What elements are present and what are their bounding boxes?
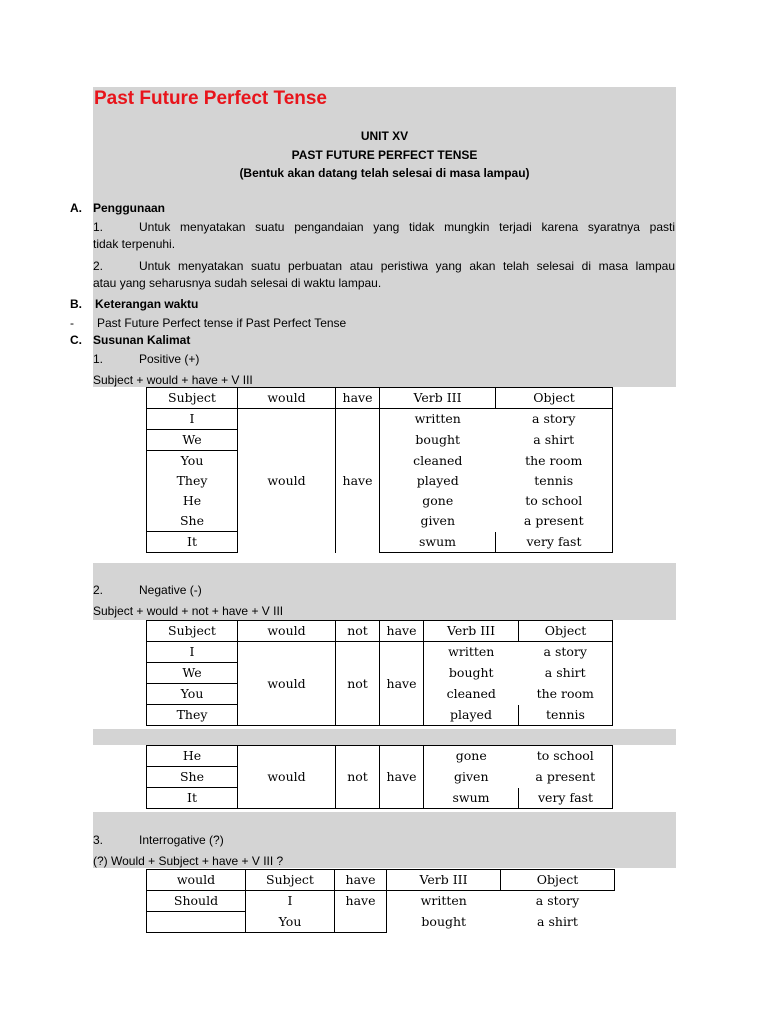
section-b-text: Past Future Perfect tense if Past Perfect Tense <box>97 316 347 330</box>
object-cell: a shirt <box>519 663 613 684</box>
would-cell: Should <box>147 891 246 912</box>
usage-item-1-line1: Untuk menyatakan suatu pengandaian yang tidak mungkin terjadi karena syaratnya pasti <box>139 220 675 234</box>
subject-cell: I <box>246 891 335 912</box>
section-a-heading: Penggunaan <box>93 201 166 215</box>
object-cell: a present <box>496 511 613 532</box>
object-cell: a story <box>496 409 613 430</box>
subject-cell: You <box>147 684 238 705</box>
header-object: Object <box>501 870 615 891</box>
verb-cell: bought <box>387 912 501 933</box>
interrogative-number: 3. <box>93 833 104 847</box>
negative-table-1 <box>146 620 613 726</box>
table-row <box>147 746 613 767</box>
header-subject: Subject <box>147 388 238 409</box>
usage-item-2-number: 2. <box>93 259 104 273</box>
subject-cell: I <box>147 409 238 430</box>
header-have: have <box>335 870 387 891</box>
unit-label: UNIT XV <box>360 129 409 143</box>
object-cell: a shirt <box>496 430 613 451</box>
object-cell: to school <box>519 746 613 767</box>
section-b-letter: B. <box>70 297 82 311</box>
negative-formula: Subject + would + not + have + V III <box>93 604 284 618</box>
verb-cell: given <box>380 511 496 532</box>
positive-formula: Subject + would + have + V III <box>93 373 253 387</box>
subject-cell: You <box>147 451 238 472</box>
negative-number: 2. <box>93 583 104 597</box>
verb-cell: bought <box>424 663 519 684</box>
would-cell: would <box>238 642 336 726</box>
subject-cell: They <box>147 471 238 491</box>
table-row <box>147 409 613 430</box>
positive-table <box>146 387 613 553</box>
usage-item-1-line2: tidak terpenuhi. <box>93 237 176 251</box>
subject-cell: She <box>147 767 238 788</box>
object-cell: the room <box>496 451 613 472</box>
table-row <box>147 471 613 491</box>
object-cell: very fast <box>496 532 613 553</box>
have-cell: have <box>335 891 387 912</box>
header-verb3: Verb III <box>380 388 496 409</box>
header-object: Object <box>519 621 613 642</box>
unit-subtitle: PAST FUTURE PERFECT TENSE <box>291 148 478 162</box>
subject-cell: We <box>147 663 238 684</box>
object-cell: a story <box>501 891 615 912</box>
table-row <box>147 912 615 933</box>
section-c-heading: Susunan Kalimat <box>93 333 191 347</box>
positive-label: Positive (+) <box>139 352 200 366</box>
header-object: Object <box>496 388 613 409</box>
table-row <box>147 642 613 663</box>
have-cell: have <box>336 409 380 553</box>
section-a-letter: A. <box>70 201 82 215</box>
verb-cell: played <box>424 705 519 726</box>
header-have: have <box>380 621 424 642</box>
verb-cell: swum <box>424 788 519 809</box>
would-cell: would <box>238 746 336 809</box>
subject-cell: She <box>147 511 238 532</box>
unit-subtitle-note: (Bentuk akan datang telah selesai di masa lampau) <box>239 166 530 180</box>
table-row <box>147 891 615 912</box>
have-cell: have <box>380 746 424 809</box>
object-cell: very fast <box>519 788 613 809</box>
section-b-dash: - <box>70 316 74 330</box>
subject-cell: They <box>147 705 238 726</box>
subject-cell: You <box>246 912 335 933</box>
subject-cell: He <box>147 746 238 767</box>
verb-cell: written <box>387 891 501 912</box>
object-cell: a shirt <box>537 914 578 929</box>
table-header-row <box>147 621 613 642</box>
separator-shade <box>93 729 676 745</box>
not-cell: not <box>336 746 380 809</box>
header-not: not <box>336 621 380 642</box>
verb-cell: played <box>380 471 496 491</box>
verb-cell: written <box>380 409 496 430</box>
subject-cell: It <box>147 532 238 553</box>
header-subject: Subject <box>246 870 335 891</box>
negative-table-2 <box>146 745 613 809</box>
table-row <box>147 491 613 511</box>
header-verb3: Verb III <box>387 870 501 891</box>
object-cell: tennis <box>519 705 613 726</box>
header-subject: Subject <box>147 621 238 642</box>
header-would: would <box>238 388 336 409</box>
verb-cell: given <box>424 767 519 788</box>
interrogative-table <box>146 869 615 933</box>
object-cell: tennis <box>496 471 613 491</box>
object-cell: the room <box>519 684 613 705</box>
negative-label: Negative (-) <box>139 583 202 597</box>
header-would: would <box>147 870 246 891</box>
verb-cell: written <box>424 642 519 663</box>
verb-cell: bought <box>380 430 496 451</box>
verb-cell: swum <box>380 532 496 553</box>
usage-item-2-line1: Untuk menyatakan suatu perbuatan atau peristiwa yang akan telah selesai di masa lampau <box>139 259 675 273</box>
have-cell <box>335 912 387 933</box>
positive-number: 1. <box>93 352 104 366</box>
page-title: Past Future Perfect Tense <box>94 88 328 109</box>
would-cell <box>147 912 246 933</box>
object-cell: a story <box>519 642 613 663</box>
interrogative-formula: (?) Would + Subject + have + V III ? <box>93 854 284 868</box>
verb-cell: gone <box>424 746 519 767</box>
table-header-row <box>147 870 615 891</box>
not-cell: not <box>336 642 380 726</box>
object-cell: to school <box>496 491 613 511</box>
verb-cell: gone <box>380 491 496 511</box>
verb-cell: cleaned <box>424 684 519 705</box>
subject-cell: It <box>147 788 238 809</box>
header-have: have <box>336 388 380 409</box>
subject-cell: He <box>147 491 238 511</box>
header-verb3: Verb III <box>424 621 519 642</box>
section-c-letter: C. <box>70 333 82 347</box>
usage-item-2-line2: atau yang seharusnya sudah selesai di waktu lampau. <box>93 276 382 290</box>
have-cell: have <box>380 642 424 726</box>
subject-cell: We <box>147 430 238 451</box>
table-row <box>147 532 613 553</box>
table-row <box>147 451 613 472</box>
table-row <box>147 430 613 451</box>
section-b-heading: Keterangan waktu <box>95 297 199 311</box>
usage-item-1-number: 1. <box>93 220 104 234</box>
header-would: would <box>238 621 336 642</box>
table-row <box>147 511 613 532</box>
would-cell: would <box>238 409 336 553</box>
subject-cell: I <box>147 642 238 663</box>
object-cell: a present <box>519 767 613 788</box>
table-header-row <box>147 388 613 409</box>
interrogative-label: Interrogative (?) <box>139 833 224 847</box>
verb-cell: cleaned <box>380 451 496 472</box>
